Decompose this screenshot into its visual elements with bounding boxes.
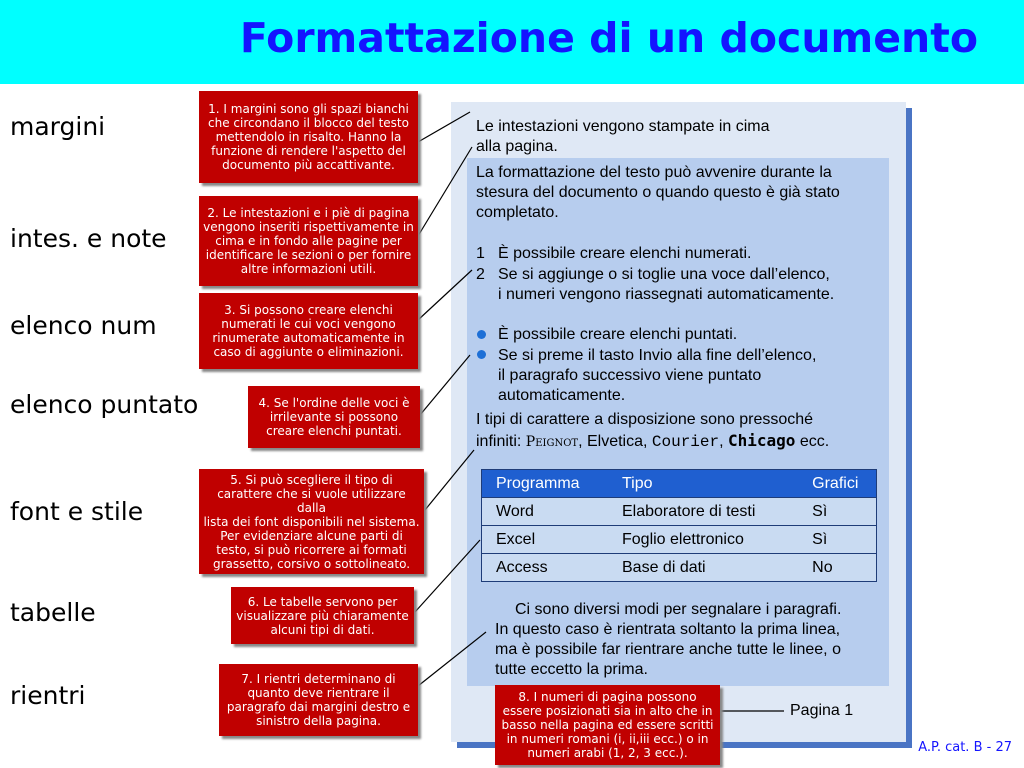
numbered-item-text: Se si aggiunge o si toglie una voce dall’elenco, xyxy=(498,266,830,283)
table-header-row xyxy=(482,470,877,498)
callout-line: mettendolo in risalto. Hanno la xyxy=(215,130,402,144)
table-row xyxy=(482,498,877,526)
label-elenco-puntato: elenco puntato xyxy=(10,390,199,419)
doc-header-line: Le intestazioni vengono stampate in cima xyxy=(476,118,770,135)
callout-line: testo, si può ricorrere ai formati xyxy=(216,542,407,557)
table-cell: Word xyxy=(482,498,609,526)
callout-line: vengono inseriti rispettivamente in xyxy=(203,220,414,234)
sample-table xyxy=(481,469,877,582)
doc-intro-line: stesura del documento o quando questo è già stato xyxy=(476,184,840,201)
callout-rientri xyxy=(219,664,418,736)
fonts-separator: , Elvetica, xyxy=(578,433,652,450)
font-sample-peignot: Peignot xyxy=(525,434,579,450)
callout-line: funzione di rendere l'aspetto del xyxy=(211,144,406,158)
callout-line: sinistro della pagina. xyxy=(256,714,381,728)
font-sample-courier: Courier xyxy=(651,433,720,451)
callout-line: creare elenchi puntati. xyxy=(266,424,402,438)
callout-numeri-pagina xyxy=(495,685,720,765)
bulleted-item-text: Se si preme il tasto Invio alla fine dell’elenco, xyxy=(498,347,817,364)
table-row xyxy=(482,554,877,582)
table-cell: Base di dati xyxy=(608,554,798,582)
font-sample-chicago: Chicago xyxy=(728,431,796,450)
bullet-icon xyxy=(477,330,486,339)
callout-elenco-puntato xyxy=(248,386,420,448)
callout-line: numerati le cui voci vengono xyxy=(221,317,396,331)
callout-elenco-num xyxy=(199,293,418,369)
callout-line: irrilevante si possono xyxy=(269,410,399,424)
callout-line: cima e in fondo alle pagine per xyxy=(215,234,402,248)
slide-title: Formattazione di un documento xyxy=(239,14,978,62)
fonts-separator: , xyxy=(719,433,728,450)
callout-line: quanto deve rientrare il xyxy=(247,686,390,700)
table-cell: Excel xyxy=(482,526,609,554)
doc-intro-line: completato. xyxy=(476,204,559,221)
numbered-item-number: 2 xyxy=(476,266,485,283)
fonts-prefix: infiniti: xyxy=(476,433,526,450)
callout-line: visualizzare più chiaramente xyxy=(236,608,409,623)
callout-line: essere posizionati sia in alto che in xyxy=(502,704,713,718)
table-row xyxy=(482,526,877,554)
label-margini: margini xyxy=(10,112,106,141)
label-intestazioni: intes. e note xyxy=(10,224,167,253)
numbered-item-text: È possibile creare elenchi numerati. xyxy=(498,245,752,262)
callout-font-stile xyxy=(199,469,424,574)
callout-line: 4. Se l'ordine delle voci è xyxy=(258,396,410,410)
doc-header-line: alla pagina. xyxy=(476,138,558,155)
callout-line: 6. Le tabelle servono per xyxy=(247,594,398,609)
label-font-stile: font e stile xyxy=(10,497,144,526)
numbered-item-text: i numeri vengono riassegnati automaticamente. xyxy=(498,286,835,303)
table-header-cell: Grafici xyxy=(798,470,876,498)
callout-line: rinumerate automaticamente in xyxy=(212,331,405,345)
callout-intestazioni xyxy=(199,196,418,286)
callout-line: basso nella pagina ed essere scritti xyxy=(501,718,714,732)
callout-line: identificare le sezioni o per fornire xyxy=(205,248,412,262)
table-cell: Foglio elettronico xyxy=(608,526,798,554)
callout-line: 7. I rientri determinano di xyxy=(241,672,396,686)
bulleted-item-text: automaticamente. xyxy=(498,387,626,404)
callout-line: 1. I margini sono gli spazi bianchi xyxy=(208,102,409,116)
label-rientri: rientri xyxy=(10,681,86,710)
callout-line: documento più accattivante. xyxy=(222,158,395,172)
indent-line: Ci sono diversi modi per segnalare i paragrafi. xyxy=(515,601,842,618)
fonts-line xyxy=(476,431,829,452)
table-cell: No xyxy=(798,554,876,582)
fonts-suffix: ecc. xyxy=(795,433,830,450)
label-elenco-num: elenco num xyxy=(10,311,157,340)
indent-line: ma è possibile far rientrare anche tutte le linee, o xyxy=(495,641,841,658)
fonts-line: I tipi di carattere a disposizione sono pressoché xyxy=(476,411,814,428)
callout-line: lista dei font disponibili nel sistema. xyxy=(203,514,420,529)
callout-line: in numeri romani (i, ii,iii ecc.) o in xyxy=(506,732,709,746)
slide-footer: A.P. cat. B - 27 xyxy=(918,740,1012,755)
table-cell: Sì xyxy=(798,498,876,526)
callout-line: grassetto, corsivo o sottolineato. xyxy=(212,556,411,571)
label-tabelle: tabelle xyxy=(10,598,96,627)
callout-line: 5. Si può scegliere il tipo di xyxy=(230,472,393,487)
callout-line: altre informazioni utili. xyxy=(240,262,377,276)
indent-line: tutte eccetto la prima. xyxy=(495,661,648,678)
callout-line: alcuni tipi di dati. xyxy=(270,622,375,637)
table-header-cell: Programma xyxy=(482,470,609,498)
callout-line: caso di aggiunte o eliminazioni. xyxy=(213,345,404,359)
table-header-cell: Tipo xyxy=(608,470,798,498)
indent-line: In questo caso è rientrata soltanto la prima linea, xyxy=(495,621,841,638)
callout-line: numeri arabi (1, 2, 3 ecc.). xyxy=(527,746,688,760)
callout-tabelle xyxy=(231,587,414,644)
numbered-item-number: 1 xyxy=(476,245,485,262)
callout-line: 8. I numeri di pagina possono xyxy=(518,690,697,704)
callout-line: che circondano il blocco del testo xyxy=(208,116,409,130)
table-cell: Elaboratore di testi xyxy=(608,498,798,526)
callout-line: 2. Le intestazioni e i piè di pagina xyxy=(207,206,410,220)
bulleted-item-text: il paragrafo successivo viene puntato xyxy=(498,367,762,384)
callout-margini xyxy=(199,91,418,183)
table-cell: Access xyxy=(482,554,609,582)
callout-line: paragrafo dai margini destro e xyxy=(226,700,411,714)
doc-intro-line: La formattazione del testo può avvenire durante la xyxy=(476,164,832,181)
bulleted-item-text: È possibile creare elenchi puntati. xyxy=(498,326,738,343)
callout-line: carattere che si vuole utilizzare dalla xyxy=(217,486,406,515)
table-cell: Sì xyxy=(798,526,876,554)
page-number-label: Pagina 1 xyxy=(790,702,854,719)
callout-line: Per evidenziare alcune parti di xyxy=(220,528,403,543)
callout-line: 3. Si possono creare elenchi xyxy=(224,303,393,317)
bullet-icon xyxy=(477,350,486,359)
